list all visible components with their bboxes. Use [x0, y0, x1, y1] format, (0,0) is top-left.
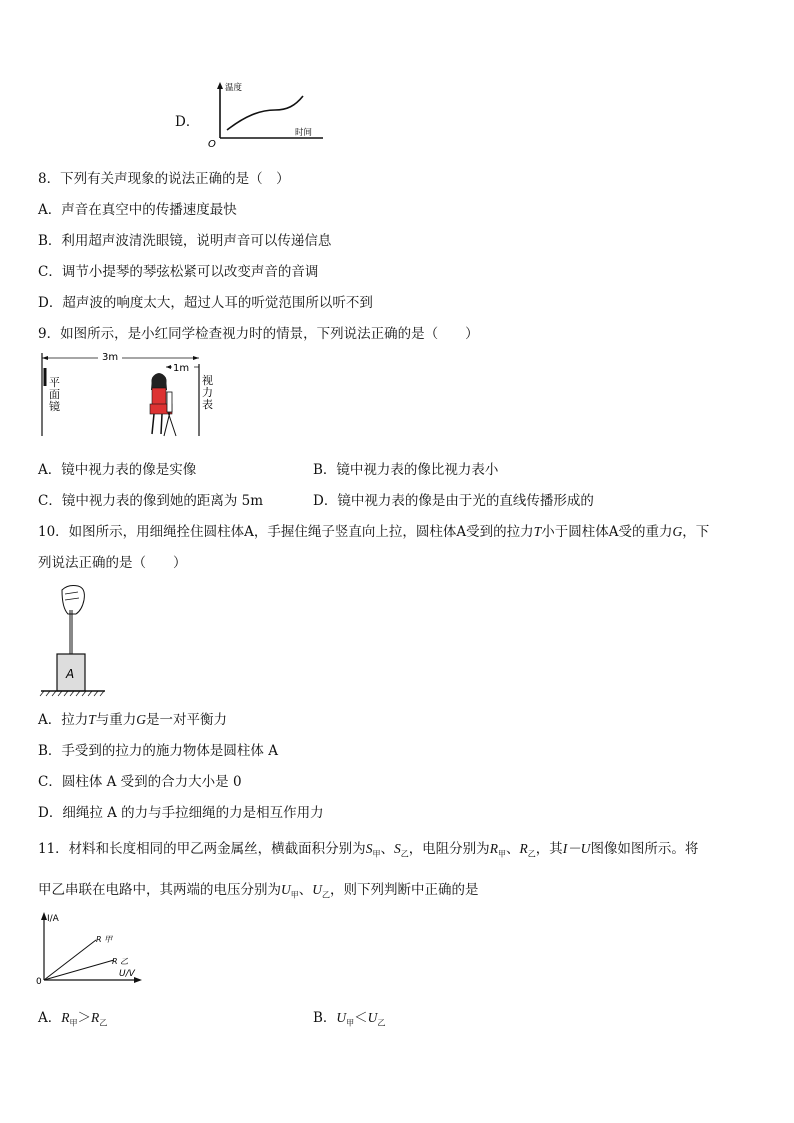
q11-label-r-jia: R 甲 [96, 935, 113, 944]
q11-origin: 0 [36, 977, 42, 987]
q10-block-label: A [66, 667, 75, 681]
q7-xlabel: 时间 [295, 128, 313, 138]
q10-stem-line2: 列说法正确的是（ ） [38, 555, 187, 571]
q8-option-a: A．声音在真空中的传播速度最快 [38, 202, 237, 218]
q11-stem-line1: 11．材料和长度相同的甲乙两金属丝，横截面积分别为$S_甲$、$S_乙$，电阻分别为$R_甲$、$R_乙$，其I－U图像如图所示。将 [38, 841, 699, 859]
q9-girl-figure [150, 373, 176, 436]
q11-line-r-yi [44, 960, 114, 980]
q9-mirror-label-1: 平 [49, 376, 60, 389]
q9-mirror-label-3: 镜 [49, 400, 60, 413]
q11-stem-line2: 甲乙串联在电路中，其两端的电压分别为$U_甲$、$U_乙$，则下列判断中正确的是 [38, 882, 479, 900]
q9-chart-label-3: 表 [202, 398, 213, 411]
q9-option-d: D．镜中视力表的像是由于光的直线传播形成的 [313, 493, 594, 509]
q9-stem: 9．如图所示，是小红同学检查视力时的情景，下列说法正确的是（ ） [38, 326, 479, 342]
q7-option-d-label: D． [175, 114, 200, 130]
q9-option-b: B．镜中视力表的像比视力表小 [313, 462, 499, 478]
q10-cylinder-figure [38, 580, 108, 698]
q11-option-b: B．$U_甲<U_乙$ [313, 1010, 386, 1028]
q9-dist-mirror: 3m [102, 352, 119, 363]
q11-option-a: A．$R_甲>R_乙$ [38, 1010, 108, 1028]
q10-option-c: C．圆柱体 A 受到的合力大小是 0 [38, 774, 242, 790]
q10-option-b: B．手受到的拉力的施力物体是圆柱体 A [38, 743, 278, 759]
q11-xlabel: U/V [119, 969, 135, 979]
q10-option-a: A．拉力T与重力G是一对平衡力 [38, 712, 228, 728]
q9-dist-chart: 1m [173, 363, 190, 374]
q9-option-a: A．镜中视力表的像是实像 [38, 462, 197, 478]
q8-option-b: B．利用超声波清洗眼镜，说明声音可以传递信息 [38, 233, 332, 249]
q9-eye-test-figure [36, 348, 226, 448]
q8-stem: 8．下列有关声现象的说法正确的是（ ） [38, 171, 290, 187]
q10-hand [62, 586, 84, 615]
q7-curve [227, 96, 303, 130]
q7-ylabel: 温度 [225, 83, 243, 93]
q7-origin: O [208, 139, 216, 148]
q10-stem-line1: 10．如图所示，用细绳拴住圆柱体A，手握住绳子竖直向上拉，圆柱体A受到的拉力T小于圆柱体A受的重力G，下 [38, 524, 710, 540]
q7-temperature-graph [205, 80, 330, 148]
q9-chart-label-2: 力 [202, 386, 213, 399]
q8-option-d: D．超声波的响度太大，超过人耳的听觉范围所以听不到 [38, 295, 373, 311]
q9-option-c: C．镜中视力表的像到她的距离为 5m [38, 493, 264, 509]
q9-chart-label-1: 视 [202, 374, 213, 387]
q11-label-r-yi: R 乙 [112, 957, 129, 966]
q11-iu-graph [34, 910, 144, 990]
q8-option-c: C．调节小提琴的琴弦松紧可以改变声音的音调 [38, 264, 319, 280]
q11-line-r-jia [44, 940, 96, 980]
q10-option-d: D．细绳拉 A 的力与手拉细绳的力是相互作用力 [38, 805, 324, 821]
q11-ylabel: I/A [47, 914, 59, 924]
q9-mirror-label-2: 面 [49, 388, 60, 401]
